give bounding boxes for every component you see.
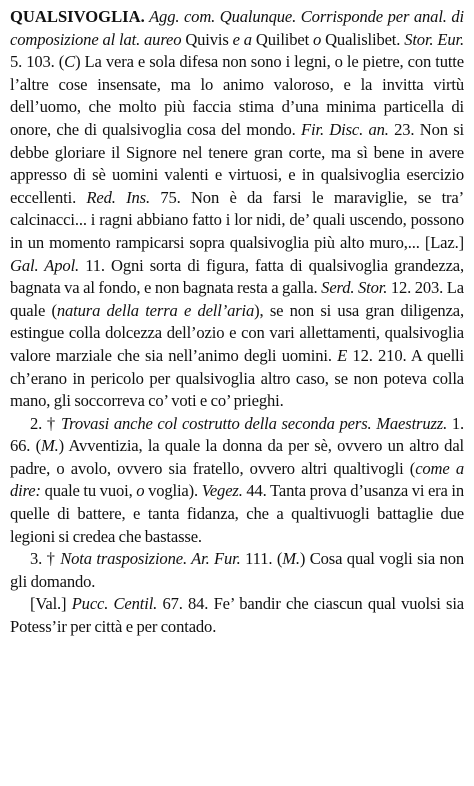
italic-run: Stor. Eur.: [404, 29, 464, 49]
entry-paragraph-3: [10, 548, 464, 593]
italic-run: a: [243, 29, 256, 49]
italic-run: o: [313, 29, 326, 49]
text-run: Quilibet: [255, 29, 313, 49]
text-run: quale tu vuoi,: [44, 481, 137, 501]
text-run: Quivis: [185, 29, 233, 49]
text-run: 12. 203. La quale (: [10, 278, 464, 320]
text-run: 1. 66. (: [10, 413, 464, 456]
text-run: ) Avventizia, la quale la donna da per sè, ovvero un altro dal padre, o avolo, ovvero sia fratello, ovvero altri qualtivogli (: [10, 436, 465, 478]
text-run: 67. 84. Fe’ bandir che ciascun qual vuolsi sia Potess’ir per città e per contado.: [10, 594, 464, 637]
text-run: 11. Ogni sorta di figura, fatta di qualsivoglia grandezza, bagnata va al fondo, e non bagnata resta a galla.: [10, 255, 465, 298]
text-run: 5. 103. (: [10, 52, 65, 72]
italic-run: Nota trasposizione. Ar. Fur.: [60, 549, 246, 569]
headword: QUALSIVOGLIA.: [10, 7, 145, 26]
italic-run: E: [337, 345, 353, 365]
text-run: ), se non si usa gran diligenza, estingue colla dolcezza dell’ozio e con vari allettamenti, qualsivoglia valore marziale che sia nell’animo degli uomini.: [10, 300, 465, 365]
text-run: 111. (: [245, 549, 283, 569]
italic-run: C: [64, 52, 76, 72]
text-run: Qualislibet.: [325, 29, 405, 49]
entry-paragraph-1: [10, 6, 464, 413]
italic-run: o: [136, 481, 149, 501]
italic-run: Red. Ins.: [86, 187, 161, 207]
text-run: 44. Tanta prova d’usanza vi era in quelle di battere, e tanta fidanza, che a qualtivuogli battaglie due legioni si credea che bastasse.: [10, 481, 465, 546]
text-run: 23. Non si debbe gloriare il Signore nel tenere gran corte, ma sì bene in avere appresso di sè uomini valenti e virtuosi, e in qualsivoglia esercizio eccellenti.: [10, 119, 464, 207]
text-run: ) Cosa qual vogli sia non gli domando.: [10, 549, 464, 591]
text-run: 75. Non è da farsi le maraviglie, se tra’ calcinacci... i ragni abbiano fatto i lor nidi, de’ quali uscendo, possono in un momento rampicarsi sopra qualsivoglia più alto muro,... [Laz.]: [10, 187, 464, 252]
italic-run: Serd. Stor.: [321, 278, 391, 298]
italic-run: natura della terra e dell’aria: [56, 300, 255, 320]
italic-run: Gal. Apol.: [10, 255, 86, 275]
italic-run: Fir. Disc. an.: [301, 119, 395, 139]
italic-run: Pucc. Centil.: [71, 594, 163, 614]
entry-paragraph-4: [10, 593, 464, 638]
text-run: ) La vera e sola difesa non sono i legni, o le pietre, con tutte l’altre cose insensate, ma lo animo valoroso, e la invitta virtù dell’uomo, che molto più faccia stima d’una minima particella di onore, che di qualsivoglia cosa del mondo.: [10, 52, 464, 139]
italic-run: Trovasi anche col costrutto della seconda pers. Maestruzz.: [60, 413, 452, 433]
text-run: 12. 210. A quelli ch’erano in pericolo per qualsivoglia altro caso, se non poteva colla mano, gli soccorreva co’ voti e co’ prieghi.: [10, 345, 464, 411]
text-run: voglia).: [148, 481, 202, 501]
italic-run: e: [232, 29, 244, 49]
italic-run: Agg. com. Qualunque. Corrisponde per anal. di composizione al lat. aureo: [10, 7, 464, 49]
text-run: [Val.]: [30, 594, 72, 614]
entry-paragraph-2: [10, 413, 464, 549]
italic-run: M.: [41, 436, 59, 456]
text-run: 2. †: [30, 413, 61, 433]
italic-run: M.: [282, 549, 300, 569]
italic-run: Vegez.: [201, 481, 247, 501]
italic-run: come a dire:: [10, 458, 464, 501]
text-run: 3. †: [30, 549, 61, 569]
